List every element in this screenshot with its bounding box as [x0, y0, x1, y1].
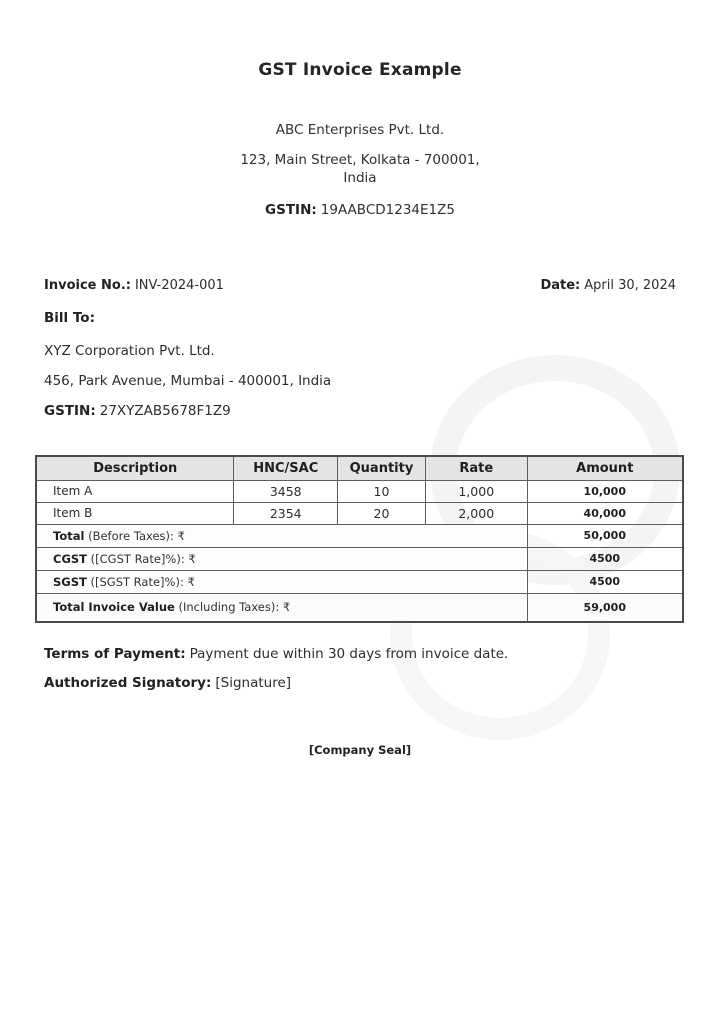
- item-rate: 2,000: [425, 502, 527, 524]
- summary-amount: 50,000: [527, 524, 683, 547]
- page-title: GST Invoice Example: [258, 60, 462, 80]
- bill-to-gstin: [44, 403, 676, 419]
- summary-row-sgst: [36, 570, 683, 593]
- summary-amount: 4500: [527, 570, 683, 593]
- summary-label-rest: ([SGST Rate]%): ₹: [86, 574, 195, 589]
- summary-amount: 4500: [527, 547, 683, 570]
- summary-label-rest: ([CGST Rate]%): ₹: [87, 551, 196, 566]
- summary-label-rest: (Before Taxes): ₹: [84, 528, 185, 543]
- item-description: Item B: [36, 502, 234, 524]
- item-amount: 40,000: [527, 502, 683, 524]
- col-header-quantity: Quantity: [337, 456, 425, 480]
- summary-label-lead: Total: [53, 528, 85, 543]
- authorized-signatory: [44, 675, 676, 691]
- terms-text: Payment due within 30 days from invoice date.: [189, 646, 509, 662]
- seller-address-line1: 123, Main Street, Kolkata - 700001,: [240, 152, 480, 168]
- bill-to-gstin-value: 27XYZAB5678F1Z9: [99, 403, 231, 419]
- invoice-meta: [0, 278, 720, 293]
- col-header-description: Description: [36, 456, 234, 480]
- signatory-label: Authorized Signatory:: [44, 675, 212, 691]
- line-items-table: [35, 455, 684, 623]
- invoice-date: [540, 278, 676, 293]
- summary-label: [36, 524, 527, 547]
- seller-address: [0, 151, 720, 187]
- col-header-rate: Rate: [425, 456, 527, 480]
- summary-label-lead: CGST: [53, 551, 88, 566]
- table-header-row: [36, 456, 683, 480]
- seller-name: ABC Enterprises Pvt. Ltd.: [275, 122, 445, 138]
- table-row: [36, 502, 683, 524]
- bill-to-name: XYZ Corporation Pvt. Ltd.: [44, 343, 215, 359]
- seller-address-line2: India: [343, 170, 377, 186]
- seller-block: [0, 122, 720, 218]
- terms-label: Terms of Payment:: [44, 646, 186, 662]
- seller-gstin: [0, 202, 720, 218]
- item-amount: 10,000: [527, 480, 683, 502]
- invoice-date-label: Date:: [540, 278, 581, 293]
- invoice-date-value: April 30, 2024: [584, 278, 676, 293]
- item-description: Item A: [36, 480, 234, 502]
- signatory-value: [Signature]: [215, 675, 292, 691]
- item-hnc-sac: 2354: [234, 502, 338, 524]
- bill-to-block: [0, 310, 720, 419]
- terms-of-payment: [44, 646, 676, 662]
- invoice-number-value: INV-2024-001: [134, 278, 224, 293]
- invoice-number-label: Invoice No.:: [44, 278, 131, 293]
- summary-label-rest: (Including Taxes): ₹: [174, 600, 291, 615]
- col-header-hnc-sac: HNC/SAC: [234, 456, 338, 480]
- footer-block: [0, 646, 720, 757]
- summary-row-subtotal: [36, 524, 683, 547]
- item-rate: 1,000: [425, 480, 527, 502]
- summary-label-lead: Total Invoice Value: [53, 600, 175, 615]
- col-header-amount: Amount: [527, 456, 683, 480]
- seller-gstin-value: 19AABCD1234E1Z5: [320, 202, 455, 218]
- bill-to-heading: Bill To:: [44, 310, 95, 326]
- seller-gstin-label: GSTIN:: [265, 202, 317, 218]
- summary-row-grand-total: [36, 593, 683, 622]
- summary-label: [36, 547, 527, 570]
- bill-to-gstin-label: GSTIN:: [44, 403, 96, 419]
- bill-to-address: 456, Park Avenue, Mumbai - 400001, India: [44, 373, 332, 389]
- summary-row-cgst: [36, 547, 683, 570]
- invoice-number: [44, 278, 224, 293]
- summary-label: [36, 570, 527, 593]
- item-quantity: 20: [337, 502, 425, 524]
- table-row: [36, 480, 683, 502]
- summary-amount: 59,000: [527, 593, 683, 622]
- summary-label-lead: SGST: [53, 574, 87, 589]
- company-seal: [Company Seal]: [308, 743, 412, 757]
- item-hnc-sac: 3458: [234, 480, 338, 502]
- summary-label: [36, 593, 527, 622]
- item-quantity: 10: [337, 480, 425, 502]
